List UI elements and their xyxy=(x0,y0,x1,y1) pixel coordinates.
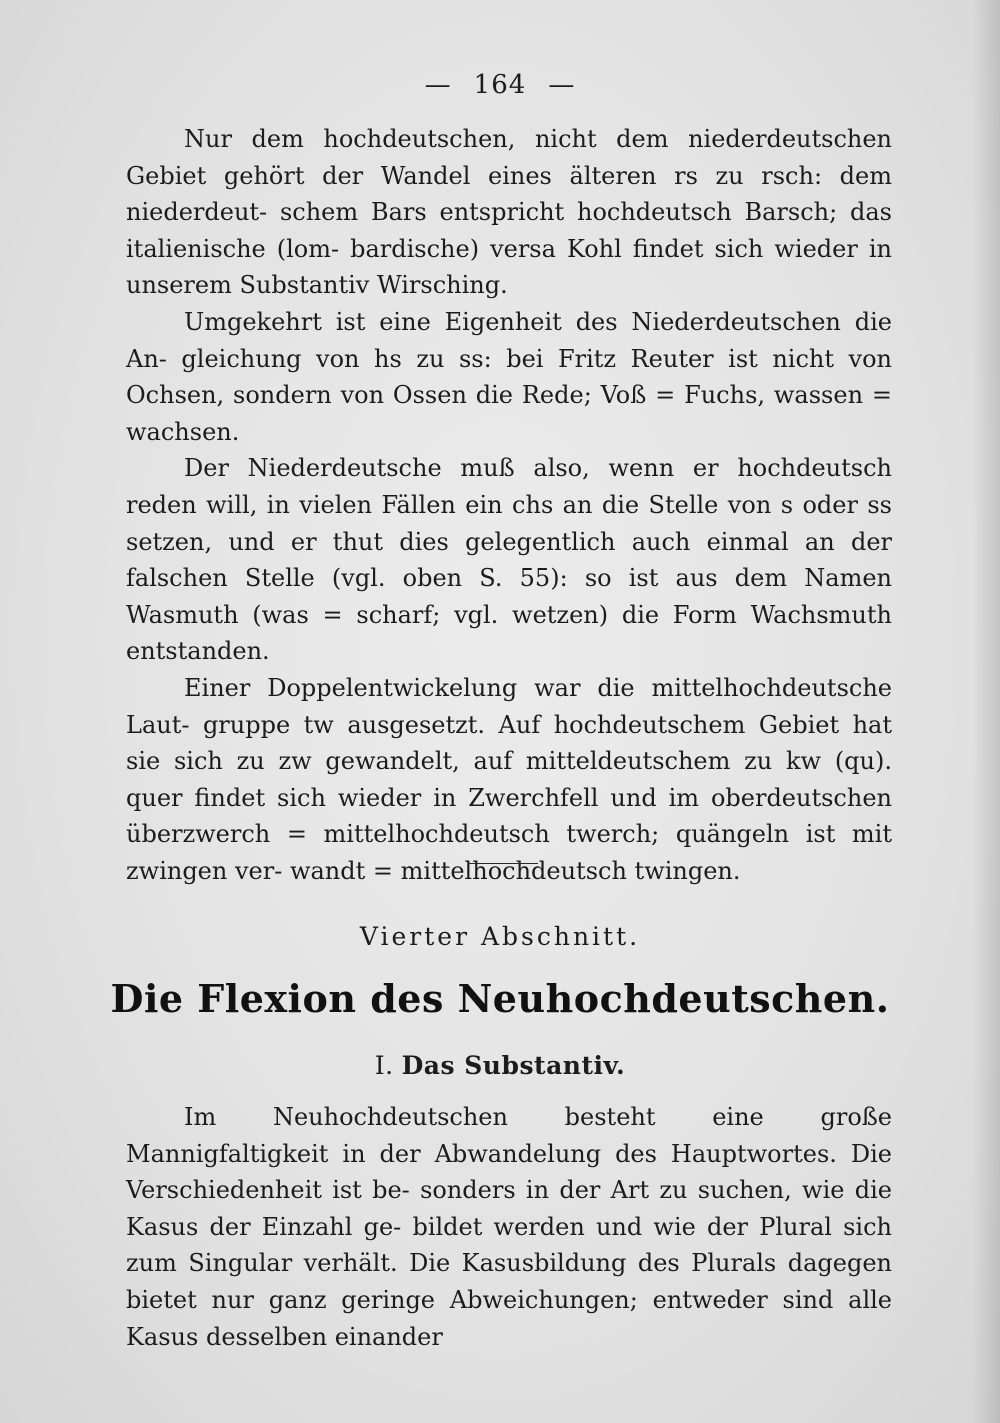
page-number-header xyxy=(0,70,1000,100)
chapter-title: Die Flexion des Neuhochdeutschen. xyxy=(110,976,890,1021)
paragraph-hs-to-ss: Umgekehrt ist eine Eigenheit des Niederdeutschen die An- gleichung von hs zu ss: bei Fritz Reuter ist nicht von Ochsen, sondern von Ossen die Rede; Voß = Fuchs, wassen = wachsen. xyxy=(126,307,892,446)
paragraph-niederdeutsche: Der Niederdeutsche muß also, wenn er hochdeutsch reden will, in vielen Fällen ein chs an die Stelle von s oder ss setzen, und er thut dies gelegentlich auch einmal an der falschen Stelle (vgl. oben S. 55): so ist aus dem Namen Wasmuth (was = scharf; vgl. wetzen) die Form Wachsmuth entstanden. xyxy=(126,454,892,666)
subsection-number: I. xyxy=(374,1051,394,1080)
paragraph-substantiv: Im Neuhochdeutschen besteht eine große Mannigfaltigkeit in der Abwandelung des Hauptwortes. Die Verschiedenheit ist be- sonders in der Art zu suchen, wie die Kasus der Einzahl ge- bildet werden und wie der Plural sich zum Singular verhält. Die Kasusbildung des Plurals dagegen bietet nur ganz geringe Abweichungen; entweder sind alle Kasus desselben einander xyxy=(126,1103,892,1351)
page-number-dash-right: — xyxy=(548,70,576,100)
subsection-title xyxy=(0,1051,1000,1080)
top-text-section xyxy=(126,121,892,889)
paragraph-doppelentwickelung: Einer Doppelentwickelung war die mittelhochdeutsche Laut- gruppe tw ausgesetzt. Auf hochdeutschem Gebiet hat sie sich zu zw gewandelt, auf mitteldeutschem zu kw (qu). quer findet sich wieder in Zwerchfell und im oberdeutschen überzwerch = mittelhochdeutsch twerch; quängeln ist mit zwingen ver- wandt = mittelhochdeutsch twingen. xyxy=(126,673,892,885)
subsection-name: Das Substantiv. xyxy=(401,1051,626,1080)
section-divider-rule xyxy=(468,863,538,864)
section-label: Vierter Abschnitt. xyxy=(359,922,641,951)
page-number: 164 xyxy=(473,70,527,100)
page-number-dash-left: — xyxy=(424,70,452,100)
paragraph-rs-to-rsch: Nur dem hochdeutschen, nicht dem niederdeutschen Gebiet gehört der Wandel eines älteren rs zu rsch: dem niederdeut- schem Bars entspricht hochdeutsch Barsch; das italienische (lom- bardische) versa Kohl findet sich wieder in unserem Substantiv Wirsching. xyxy=(126,125,892,300)
bottom-text-section xyxy=(126,1099,892,1355)
